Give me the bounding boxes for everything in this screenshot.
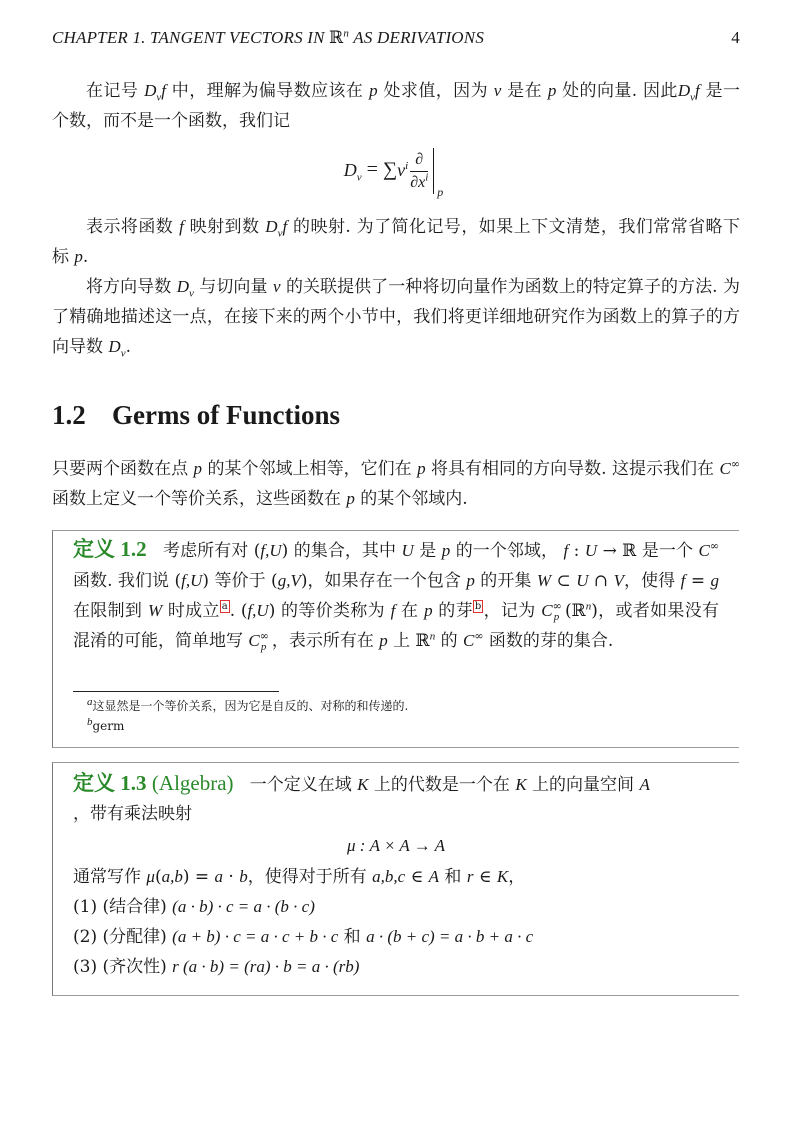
paragraph-map-definition: 表示将函数 f 映射到数 $D_vf$ 的映射. 为了简化记号，如果上下文清楚，我们常常省略下标 p. xyxy=(52,217,740,267)
definition-box-algebra xyxy=(52,762,739,996)
page-number: 4 xyxy=(731,28,740,47)
paragraph-operator-intro: 将方向导数 $D_v$ 与切向量 v 的关联提供了一种将切向量作为函数上的特定算子的方法. 为了精确地描述这一点，在接下来的两个小节中，我们将更详细地研究作为函数上的算子的方向导数 $D_v$. xyxy=(52,277,740,360)
evaluation-bar: p xyxy=(433,148,448,194)
footnote-a: $^a$这显然是一个等价关系，因为它是自反的、对称的和传递的. xyxy=(87,696,409,713)
axiom-distributive: (2) (分配律) (a + b) · c = a · c + b · c 和 a · (b + c) = a · b + a · c xyxy=(73,927,534,947)
paragraph-germs-intro: 只要两个函数在点 p 的某个邻域上相等，它们在 p 将具有相同的方向导数. 这提示我们在 C∞ 函数上定义一个等价关系，这些函数在 p 的某个邻域内. xyxy=(52,457,740,509)
footnote-rule xyxy=(73,691,279,692)
partial-fraction: $\frac{\partial}{\partial x^i}$ xyxy=(410,150,429,191)
footnote-b-marker[interactable]: b xyxy=(474,601,482,613)
chapter-title: CHAPTER 1. TANGENT VECTORS IN ℝ$^n$ AS DERIVATIONS xyxy=(52,27,485,48)
footnote-b: $^b$germ xyxy=(87,716,125,733)
axiom-homogeneity: (3) (齐次性) r (a · b) = (ra) · b = a · (rb) xyxy=(73,957,360,977)
axiom-associative: (1) (结合律) (a · b) · c = a · (b · c) xyxy=(73,897,315,917)
paragraph-dvf-number: 在记号 $D_vf$ 中，理解为偏导数应该在 p 处求值，因为 v 是在 p 处的向量. 因此$D_vf$ 是一个数，而不是一个函数，我们记 xyxy=(52,81,740,131)
section-heading: 1.2 Germs of Functions xyxy=(52,400,340,430)
running-header xyxy=(52,28,740,52)
equation-directional-derivative: $D_v = \sum v^i$ $\frac{\partial}{\partial x^i}$ p xyxy=(52,148,740,204)
definition-body: 定义 1.2 考虑所有对 (f,U) 的集合，其中 U 是 p 的一个邻域， f : U → ℝ 是一个 C∞ 函数. 我们说 (f,U) 等价于 (g,V)，如果存在一个包含 p 的开集 W ⊂ U ∩ V，使得 f = g 在限制到 W 时成立 $^a$ . (f,U) 的等价类称为 f 在 p 的芽 $^b$ ，记为 $C^\infty_p$ (ℝ$^n$)，或者如果没有混淆的可能，简单地写 $C^\infty_p$ ，表示所有在 p 上 ℝ$^n$ 的 C∞ 函数的芽的集合. xyxy=(73,537,720,654)
multiplication-map: μ : A × A → A xyxy=(346,836,446,855)
footnote-a-marker[interactable]: a xyxy=(221,601,228,613)
definition-body: 定义 1.3 (Algebra) 一个定义在域 K 上的代数是一个在 K 上的向量空间 A ，带有乘法映射 μ : A × A → A 通常写作 μ(a,b) = a · b，使得对于所有 a,b,c ∈ A 和 r ∈ K， (1) (结合律) (a · b) · c = a · (b · c) (2) (分配律) (a + b) · c = a · c + b · c 和 a · (b + c) = a · b + a · c (3) (齐次性) r (a · b) = (ra) · b = a · (rb) xyxy=(73,769,719,982)
definition-box-germ xyxy=(52,530,739,748)
